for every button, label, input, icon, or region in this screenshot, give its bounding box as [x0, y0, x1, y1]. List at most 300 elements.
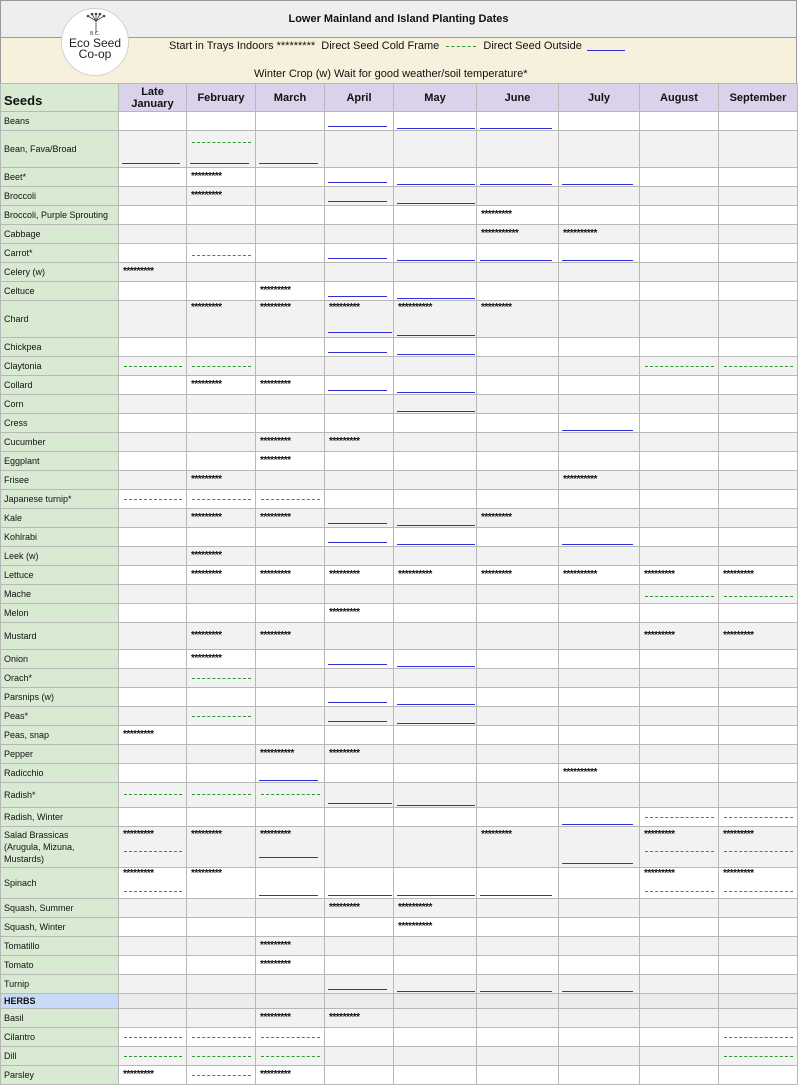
- month-cell: [477, 623, 559, 650]
- month-cell: [719, 112, 798, 131]
- month-cell: [477, 433, 559, 452]
- table-row: [1, 808, 798, 827]
- month-cell: [719, 937, 798, 956]
- seed-name: Celery (w): [1, 263, 119, 282]
- cold-frame-marker: [192, 794, 251, 795]
- trays-indoors-marker: *********: [329, 569, 360, 580]
- trays-indoors-marker: *********: [191, 569, 222, 580]
- direct-seed-outside-marker: [328, 702, 387, 703]
- month-cell: [325, 490, 394, 509]
- month-cell: [477, 566, 559, 585]
- month-cell: [119, 604, 187, 623]
- month-cell: [256, 244, 325, 263]
- month-cell: [256, 604, 325, 623]
- direct-seed-outside-marker: [190, 163, 249, 164]
- month-cell: [640, 509, 719, 528]
- month-cell: [640, 707, 719, 726]
- herbs-label: HERBS: [1, 994, 119, 1009]
- month-cell: [640, 301, 719, 338]
- month-cell: [559, 528, 640, 547]
- month-cell: [256, 471, 325, 490]
- seed-name: Chard: [1, 301, 119, 338]
- month-cell: [256, 994, 325, 1009]
- direct-seed-outside-marker: [397, 411, 475, 412]
- month-cell: [559, 585, 640, 604]
- seed-name: Squash, Summer: [1, 899, 119, 918]
- table-row: [1, 764, 798, 783]
- month-cell: [325, 282, 394, 301]
- month-cell: [640, 168, 719, 187]
- seed-name: Parsley: [1, 1066, 119, 1085]
- month-cell: [559, 1047, 640, 1066]
- month-cell: [119, 1066, 187, 1085]
- month-cell: [719, 650, 798, 669]
- table-row: [1, 827, 798, 868]
- month-cell: [640, 528, 719, 547]
- direct-seed-outside-marker: [328, 721, 387, 722]
- cold-frame-marker: [724, 596, 793, 597]
- cold-frame-marker: [261, 1056, 320, 1057]
- month-cell: [477, 471, 559, 490]
- month-cell: [325, 937, 394, 956]
- month-cell: [559, 263, 640, 282]
- month-cell: [187, 899, 256, 918]
- cold-frame-marker: [124, 499, 182, 500]
- month-cell: [325, 452, 394, 471]
- trays-indoors-marker: *********: [723, 829, 754, 840]
- trays-indoors-marker: *********: [260, 285, 291, 296]
- month-cell: [559, 937, 640, 956]
- month-cell: [559, 764, 640, 783]
- month-cell: [325, 131, 394, 168]
- month-cell: [559, 471, 640, 490]
- month-cell: [325, 918, 394, 937]
- trays-indoors-marker: *********: [644, 868, 675, 879]
- cold-frame-marker: [192, 142, 251, 143]
- table-row: [1, 688, 798, 707]
- month-cell: [119, 433, 187, 452]
- month-cell: [256, 225, 325, 244]
- month-cell: [559, 414, 640, 433]
- month-cell: [477, 688, 559, 707]
- month-cell: [477, 168, 559, 187]
- month-cell: [559, 1066, 640, 1085]
- month-cell: [256, 338, 325, 357]
- month-cell: [187, 650, 256, 669]
- month-cell: [394, 899, 477, 918]
- table-row: [1, 745, 798, 764]
- month-cell: [394, 187, 477, 206]
- month-cell: [640, 395, 719, 414]
- month-cell: [640, 975, 719, 994]
- trays-indoors-marker: *********: [191, 512, 222, 523]
- table-row: [1, 650, 798, 669]
- month-cell: [187, 187, 256, 206]
- month-cell: [119, 650, 187, 669]
- trays-indoors-marker: *********: [191, 474, 222, 485]
- month-cell: [719, 490, 798, 509]
- month-cell: [719, 206, 798, 225]
- table-row: [1, 112, 798, 131]
- month-cell: [187, 808, 256, 827]
- month-cell: [256, 688, 325, 707]
- month-cell: [119, 263, 187, 282]
- month-cell: [559, 206, 640, 225]
- seed-name: Lettuce: [1, 566, 119, 585]
- month-cell: [394, 918, 477, 937]
- month-cell: [719, 1009, 798, 1028]
- month-cell: [394, 726, 477, 745]
- month-cell: [559, 707, 640, 726]
- month-cell: [394, 585, 477, 604]
- month-cell: [187, 623, 256, 650]
- month-cell: [325, 827, 394, 868]
- trays-indoors-marker: *********: [481, 569, 512, 580]
- trays-indoors-marker: *********: [329, 607, 360, 618]
- month-cell: [640, 918, 719, 937]
- month-cell: [719, 301, 798, 338]
- month-cell: [119, 547, 187, 566]
- month-cell: [187, 395, 256, 414]
- direct-seed-outside-marker: [328, 895, 392, 896]
- table-row: [1, 225, 798, 244]
- month-cell: [325, 566, 394, 585]
- table-row: [1, 338, 798, 357]
- month-cell: [325, 623, 394, 650]
- month-cell: [325, 338, 394, 357]
- month-cell: [559, 827, 640, 868]
- direct-seed-outside-marker: [397, 392, 475, 393]
- table-row: [1, 547, 798, 566]
- table-row: [1, 918, 798, 937]
- month-cell: [394, 745, 477, 764]
- month-cell: [325, 244, 394, 263]
- seed-name: Kohlrabi: [1, 528, 119, 547]
- direct-seed-outside-marker: [259, 857, 318, 858]
- month-cell: [477, 585, 559, 604]
- trays-indoors-marker: *********: [260, 1012, 291, 1023]
- trays-indoors-marker: *********: [260, 829, 291, 840]
- month-cell: [119, 745, 187, 764]
- month-cell: [394, 282, 477, 301]
- table-row: [1, 585, 798, 604]
- month-cell: [325, 414, 394, 433]
- month-cell: [477, 490, 559, 509]
- month-cell: [187, 168, 256, 187]
- month-cell: [640, 547, 719, 566]
- seed-name: Beet*: [1, 168, 119, 187]
- trays-indoors-marker: *********: [191, 550, 222, 561]
- seed-name: Beans: [1, 112, 119, 131]
- direct-seed-outside-marker: [397, 203, 475, 204]
- month-cell: [640, 433, 719, 452]
- trays-indoors-marker: *********: [644, 630, 675, 641]
- direct-seed-outside-marker: [562, 824, 633, 825]
- trays-indoors-marker: **********: [563, 767, 597, 778]
- month-cell: [256, 783, 325, 808]
- direct-seed-outside-marker: [562, 863, 633, 864]
- trays-indoors-marker: **********: [260, 748, 294, 759]
- month-cell: [477, 263, 559, 282]
- month-cell: [394, 669, 477, 688]
- trays-indoors-marker: *********: [260, 940, 291, 951]
- table-row: [1, 604, 798, 623]
- month-cell: [325, 509, 394, 528]
- month-cell: [119, 395, 187, 414]
- seed-name: Dill: [1, 1047, 119, 1066]
- table-row: [1, 868, 798, 899]
- month-cell: [640, 244, 719, 263]
- month-cell: [719, 899, 798, 918]
- month-cell: [119, 528, 187, 547]
- seed-name: Celtuce: [1, 282, 119, 301]
- month-cell: [256, 357, 325, 376]
- month-cell: [119, 357, 187, 376]
- month-cell: [559, 783, 640, 808]
- table-row: [1, 1009, 798, 1028]
- month-cell: [719, 707, 798, 726]
- month-cell: [187, 225, 256, 244]
- month-cell: [477, 764, 559, 783]
- direct-seed-outside-marker: [397, 991, 475, 992]
- month-cell: [256, 918, 325, 937]
- trays-indoors-marker: *********: [123, 829, 154, 840]
- direct-seed-outside-marker: [480, 991, 552, 992]
- month-cell: [394, 206, 477, 225]
- month-cell: [719, 244, 798, 263]
- trays-indoors-marker: *********: [644, 829, 675, 840]
- month-cell: [640, 937, 719, 956]
- month-cell: [719, 282, 798, 301]
- month-cell: [187, 707, 256, 726]
- trays-indoors-marker: **********: [563, 228, 597, 239]
- month-cell: [559, 282, 640, 301]
- trays-indoors-marker: *********: [481, 209, 512, 220]
- direct-seed-outside-marker: [259, 163, 318, 164]
- table-row: [1, 131, 798, 168]
- month-cell: [325, 585, 394, 604]
- trays-indoors-marker: *********: [481, 512, 512, 523]
- month-cell: [119, 1047, 187, 1066]
- month-cell: [640, 956, 719, 975]
- month-cell: [394, 604, 477, 623]
- month-cell: [719, 1028, 798, 1047]
- month-cell: [477, 783, 559, 808]
- trays-indoors-marker: *********: [123, 1069, 154, 1080]
- month-cell: [719, 528, 798, 547]
- month-cell: [640, 376, 719, 395]
- month-cell: [640, 263, 719, 282]
- month-cell: [119, 282, 187, 301]
- trays-indoors-marker: *********: [329, 436, 360, 447]
- month-cell: [256, 187, 325, 206]
- month-cell: [256, 433, 325, 452]
- month-cell: [325, 899, 394, 918]
- month-cell: [640, 994, 719, 1009]
- month-cell: [325, 808, 394, 827]
- month-cell: [559, 433, 640, 452]
- month-cell: [256, 726, 325, 745]
- month-cell: [187, 956, 256, 975]
- month-cell: [477, 937, 559, 956]
- month-cell: [325, 1066, 394, 1085]
- month-cell: [119, 764, 187, 783]
- month-cell: [719, 471, 798, 490]
- seed-name: Corn: [1, 395, 119, 414]
- month-cell: [187, 1047, 256, 1066]
- legend-outside-marker: [587, 50, 625, 51]
- month-cell: [477, 1047, 559, 1066]
- month-cell: [640, 471, 719, 490]
- direct-seed-outside-marker: [562, 184, 633, 185]
- trays-indoors-marker: **********: [398, 902, 432, 913]
- month-cell: [719, 452, 798, 471]
- month-cell: [477, 827, 559, 868]
- month-cell: [477, 414, 559, 433]
- month-cell: [477, 357, 559, 376]
- trays-indoors-marker: *********: [123, 729, 154, 740]
- month-cell: [187, 1028, 256, 1047]
- month-cell: [559, 112, 640, 131]
- month-cell: [256, 490, 325, 509]
- trays-indoors-marker: *********: [191, 630, 222, 641]
- seed-name: Cilantro: [1, 1028, 119, 1047]
- cold-frame-marker: [124, 1056, 182, 1057]
- month-cell: [477, 975, 559, 994]
- month-cell: [559, 376, 640, 395]
- month-cell: [559, 547, 640, 566]
- month-cell: [640, 783, 719, 808]
- trays-indoors-marker: *********: [260, 455, 291, 466]
- trays-indoors-marker: *********: [260, 1069, 291, 1080]
- seed-name: Pepper: [1, 745, 119, 764]
- table-body: [1, 112, 798, 1085]
- month-cell: [119, 918, 187, 937]
- month-cell: [119, 956, 187, 975]
- legend-outside: Direct Seed Outside: [483, 40, 582, 52]
- month-cell: [119, 994, 187, 1009]
- month-cell: [187, 338, 256, 357]
- month-cell: [559, 975, 640, 994]
- month-cell: [187, 509, 256, 528]
- month-cell: [119, 509, 187, 528]
- month-cell: [256, 585, 325, 604]
- month-cell: [640, 452, 719, 471]
- month-cell: [559, 726, 640, 745]
- direct-seed-outside-marker: [397, 354, 475, 355]
- month-cell: [640, 726, 719, 745]
- month-cell: [394, 490, 477, 509]
- month-cell: [119, 975, 187, 994]
- month-cell: [477, 452, 559, 471]
- month-cell: [477, 956, 559, 975]
- trays-indoors-marker: **********: [563, 569, 597, 580]
- month-cell: [719, 357, 798, 376]
- direct-seed-outside-marker: [397, 805, 475, 806]
- month-cell: [187, 433, 256, 452]
- month-header: May: [394, 84, 477, 112]
- month-cell: [325, 1047, 394, 1066]
- direct-seed-outside-marker: [562, 260, 633, 261]
- month-cell: [719, 669, 798, 688]
- month-cell: [325, 764, 394, 783]
- month-cell: [477, 604, 559, 623]
- month-cell: [119, 585, 187, 604]
- month-cell: [256, 764, 325, 783]
- month-header: August: [640, 84, 719, 112]
- seed-name: Tomato: [1, 956, 119, 975]
- month-cell: [477, 669, 559, 688]
- month-cell: [719, 187, 798, 206]
- month-cell: [559, 131, 640, 168]
- seed-name: Mustard: [1, 623, 119, 650]
- month-cell: [187, 688, 256, 707]
- seed-name: Peas, snap: [1, 726, 119, 745]
- direct-seed-outside-marker: [480, 184, 552, 185]
- month-cell: [394, 509, 477, 528]
- month-cell: [394, 263, 477, 282]
- table-row: [1, 414, 798, 433]
- seed-name: Radish*: [1, 783, 119, 808]
- planting-table: [0, 83, 798, 1085]
- month-cell: [394, 547, 477, 566]
- month-cell: [119, 937, 187, 956]
- cold-frame-marker: [724, 1056, 793, 1057]
- seed-name: Japanese turnip*: [1, 490, 119, 509]
- month-cell: [477, 528, 559, 547]
- cold-frame-marker: [724, 891, 793, 892]
- month-cell: [119, 338, 187, 357]
- month-cell: [256, 566, 325, 585]
- trays-indoors-marker: *********: [260, 630, 291, 641]
- month-cell: [119, 783, 187, 808]
- month-cell: [325, 395, 394, 414]
- table-row: [1, 263, 798, 282]
- seed-name: Leek (w): [1, 547, 119, 566]
- month-cell: [256, 509, 325, 528]
- month-cell: [119, 669, 187, 688]
- table-row: [1, 168, 798, 187]
- trays-indoors-marker: *********: [191, 379, 222, 390]
- direct-seed-outside-marker: [397, 704, 475, 705]
- table-row: [1, 282, 798, 301]
- month-cell: [719, 764, 798, 783]
- month-cell: [559, 225, 640, 244]
- seed-name: Melon: [1, 604, 119, 623]
- month-cell: [640, 808, 719, 827]
- table-row: [1, 783, 798, 808]
- month-cell: [719, 918, 798, 937]
- month-cell: [187, 528, 256, 547]
- month-cell: [187, 282, 256, 301]
- month-cell: [187, 994, 256, 1009]
- month-cell: [719, 168, 798, 187]
- seed-name: Chickpea: [1, 338, 119, 357]
- month-cell: [187, 490, 256, 509]
- month-cell: [256, 975, 325, 994]
- month-cell: [325, 975, 394, 994]
- month-cell: [325, 1009, 394, 1028]
- month-cell: [256, 623, 325, 650]
- month-cell: [119, 808, 187, 827]
- cold-frame-marker: [192, 716, 251, 717]
- direct-seed-outside-marker: [328, 989, 387, 990]
- direct-seed-outside-marker: [328, 352, 387, 353]
- seedhead-icon: [84, 13, 108, 33]
- cold-frame-marker: [124, 794, 182, 795]
- month-cell: [719, 547, 798, 566]
- month-cell: [187, 745, 256, 764]
